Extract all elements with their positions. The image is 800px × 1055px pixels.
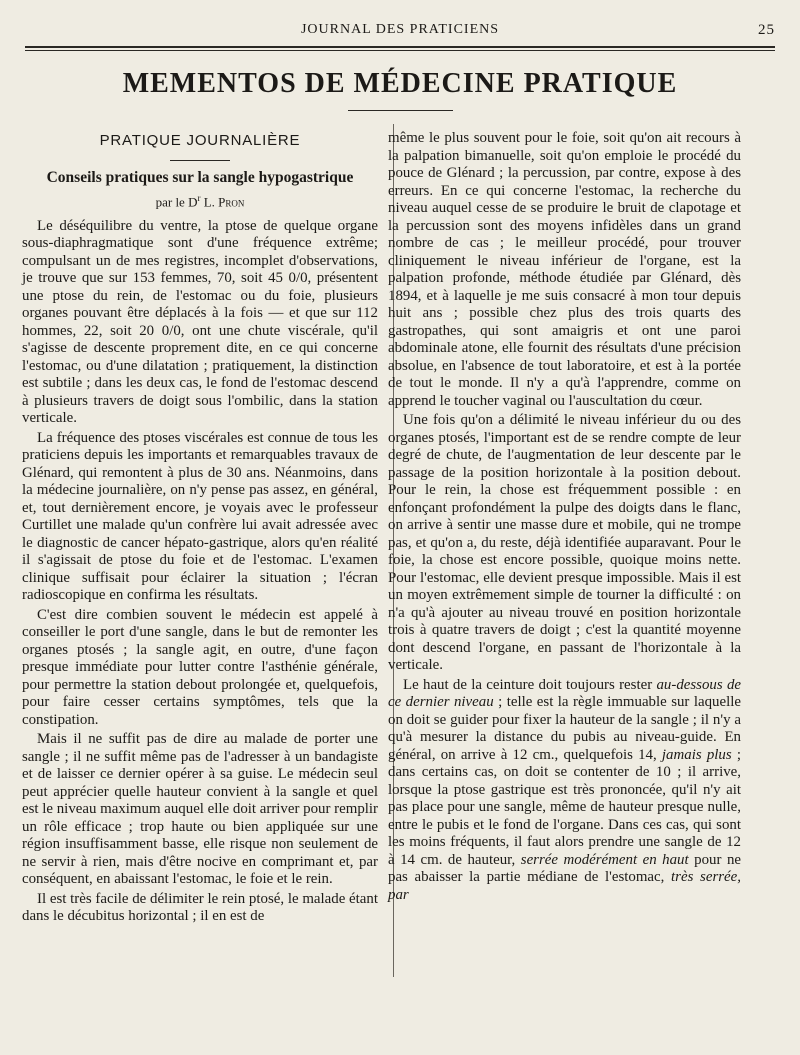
emphasis: jamais plus xyxy=(661,746,732,763)
emphasis: très serrée, par xyxy=(388,869,741,903)
paragraph: Une fois qu'on a délimité le niveau inférieur du ou des organes ptosés, l'important est de se rendre compte de leur degré de chute, de l'augmentation de leur descente par le passage de la position horizontale à la position debout. Pour le rein, la chose est fréquemment possible : en enfonçant profondément la pulpe des doigts dans le flanc, on arrive à sentir une masse dure et mobile, qui ne trompe pas, et qu'on a, du reste, déjà identifiée auparavant. Pour le foie, la chose est encore possible, quoique moins nette. Pour l'estomac, elle devient presque impossible. Mais il est un moyen extrêmement simple de tourner la difficulté : on n'a qu'à ajouter au niveau trouvé en position horizontale trois à quatre travers de doigt ; c'est la quantité moyenne dont descend l'organe, en passant de l'horizontale à la verticale. xyxy=(388,412,741,673)
header-rule-thin xyxy=(25,50,775,51)
right-column xyxy=(388,130,741,904)
section-heading: PRATIQUE JOURNALIÈRE xyxy=(99,132,301,149)
header-rule xyxy=(25,46,775,48)
main-title: MEMENTOS DE MÉDECINE PRATIQUE xyxy=(122,68,678,99)
byline-prefix: par le D xyxy=(155,194,198,210)
emphasis: au-dessous de ce dernier niveau xyxy=(388,676,741,710)
section-rule xyxy=(170,160,230,161)
text-run: ; dans certains cas, on doit se contenter de 10 ; il arrive, lorsque la ptose gastrique est très prononcée, qu'il n'y ait pas place pour une sangle, même de hauteur presque nulle, entre le pubis et le fond de l'organe. Dans ces cas, qui sont les moins fréquents, il faut alors prendre une sangle de 12 à 14 cm. de hauteur, xyxy=(388,746,741,868)
paragraph: Le déséquilibre du ventre, la ptose de quelque organe sous-diaphragmatique sont d'une fréquence extrême; compulsant un de mes registres, incomplet d'observations, je trouve que sur 153 femmes, 70, soit 45 0/0, présentent une ptose du rein, de l'estomac ou du foie, plusieurs organes pouvant être déplacés à la fois — et que sur 112 hommes, 22, soit 20 0/0, ont une chute viscérale, qu'il s'agisse de descente proprement dite, en ce qui concerne l'estomac, ou d'une dilatation ; pratiquement, la distinction est subtile ; dans les deux cas, le fond de l'estomac descend à plusieurs travers de doigt sous l'ombilic, dans la station verticale. xyxy=(22,217,378,427)
paragraph: même le plus souvent pour le foie, soit qu'on ait recours à la palpation bimanuelle, soit qu'on emploie le procédé du pouce de Glénard ; la percussion, par contre, expose à des erreurs. En ce qui concerne l'estomac, la recherche du niveau auquel cesse de se produire le bruit de clapotage et la percussion sont des moyens infidèles dans un grand nombre de cas ; le meilleur procédé, pour trouver cliniquement le niveau inférieur de l'organe, est la palpation profonde, méthode étudiée par Glénard, dès 1894, et à laquelle je me suis consacré à mon tour depuis huit ans ; possible chez plus des trois quarts des gastropathes, qui sont amaigris et ont une paroi abdominale atone, elle fournit des résultats d'une précision absolue, en l'absence de tout laboratoire, et est à la portée de tout le monde. Il n'y a qu'à l'apprendre, comme on apprend le toucher vaginal ou l'auscultation du cœur. xyxy=(388,130,741,409)
text-run: pour ne pas abaisser la partie médiane de l'estomac, xyxy=(388,851,742,885)
paragraph: La fréquence des ptoses viscérales est connue de tous les praticiens depuis les importants et remarquables travaux de Glénard, qui remontent à plus de 30 ans. Néanmoins, dans la médecine journalière, on n'y pense pas assez, en général, et, tout dernièrement encore, je voyais avec le professeur Curtillet une malade qu'un confrère lui avait adressée avec le diagnostic de cancer hépato-gastrique, alors qu'en réalité il s'agissait de ptose du foie et de l'estomac. L'examen clinique suffisait pour éclairer la situation ; l'écran radioscopique en confirma les résultats. xyxy=(22,429,378,604)
byline xyxy=(22,190,378,211)
paragraph: Mais il ne suffit pas de dire au malade de porter une sangle ; il ne suffit même pas de l'adresser à un bandagiste et de laisser ce dernier opérer à sa guise. Le médecin seul peut apprécier quelle hauteur convient à la sangle et quel est le niveau maximum auquel elle doit arriver pour remplir un rôle efficace ; trop haute ou bien appliquée sur une région insuffisamment basse, elle risque non seulement de ne servir à rien, mais d'être nocive en comprimant et, par conséquent, en abaissant l'estomac, le foie et le rein. xyxy=(22,731,379,888)
left-column xyxy=(22,130,378,926)
running-header xyxy=(25,22,775,44)
article-title: Conseils pratiques sur la sangle hypogastrique xyxy=(46,168,354,186)
journal-title: JOURNAL DES PRATICIENS xyxy=(300,22,500,37)
author-name: L. Pron xyxy=(200,194,245,210)
text-run: Le haut de la ceinture doit toujours rester xyxy=(403,676,657,693)
byline-sup: r xyxy=(197,193,201,203)
paragraph xyxy=(388,677,741,905)
emphasis: serrée modérément en haut xyxy=(520,851,689,868)
paragraph: Il est très facile de délimiter le rein ptosé, le malade étant dans le décubitus horizontal ; il en est de xyxy=(22,890,378,925)
text-run: ; telle est la règle immuable sur laquelle on doit se guider pour fixer la hauteur de la sangle ; il n'y a qu'à mesurer la distance du pubis au niveau-guide. En général, on arrive à 12 cm., quelquefois 14, xyxy=(388,694,741,763)
paragraph: C'est dire combien souvent le médecin est appelé à conseiller le port d'une sangle, dans le but de remonter les organes ptosés ; la sangle agit, en outre, d'une façon presque immédiate pour lutter contre l'asthénie générale, pour permettre la station debout prolongée et, quelquefois, pour faire cesser certains symptômes, tels que la constipation. xyxy=(22,606,378,728)
title-rule xyxy=(348,110,453,111)
page-number: 25 xyxy=(758,22,775,38)
